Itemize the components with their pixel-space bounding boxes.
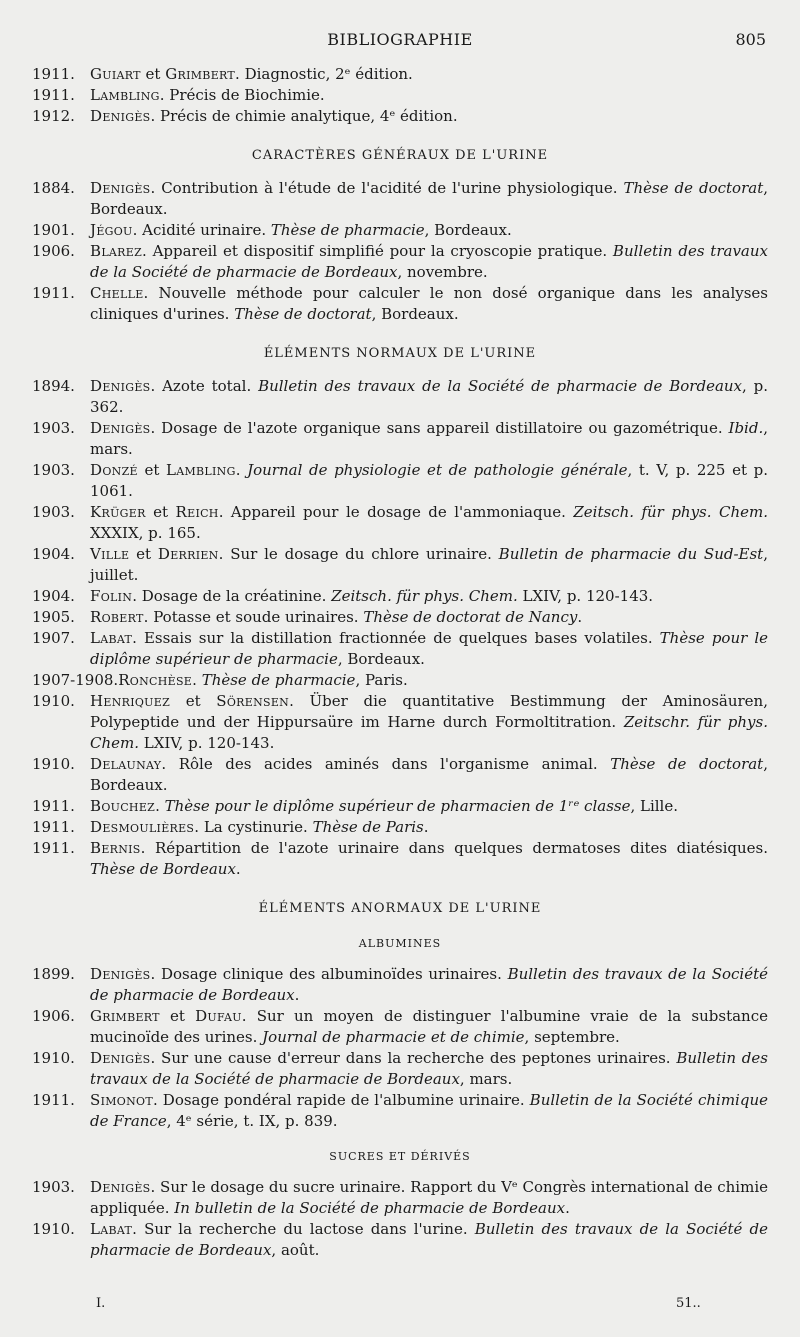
entry-text [90, 796, 768, 817]
author-name: Denigès [90, 419, 151, 437]
bib-entry [32, 460, 768, 502]
page-title: BIBLIOGRAPHIE [327, 30, 473, 49]
entry-text [90, 1219, 768, 1261]
author-name: Bouchez [90, 797, 156, 815]
entry-fragment: et [159, 1007, 196, 1025]
author-name: Denigès [90, 1049, 151, 1067]
author-name: Folin [90, 587, 133, 605]
publication-title: Bulletin des travaux de la Société de pharmacie de Bordeaux [90, 965, 769, 1004]
entry-fragment: et [137, 461, 166, 479]
bib-entry [32, 964, 768, 1006]
entry-year: 1884. [32, 179, 75, 197]
entry-text [90, 64, 768, 85]
entry-fragment: . Dosage de l'azote organique sans appareil distillatoire ou gazométrique. [150, 419, 729, 437]
entry-year: 1906. [32, 1007, 75, 1025]
publication-title: Thèse de doctorat de Nancy [363, 608, 578, 626]
entry-year: 1907. [32, 629, 75, 647]
author-name: Chelle [90, 284, 144, 302]
entry-text [90, 964, 768, 1006]
bib-entry [32, 607, 768, 628]
entry-fragment: . [235, 860, 241, 878]
publication-title: Bulletin de la Société chimique de France [90, 1091, 768, 1130]
entry-fragment: . Dosage de la créatinine. [132, 587, 332, 605]
author-name: Donzé [90, 461, 138, 479]
bib-entry [32, 1006, 768, 1048]
entry-year: 1904. [32, 587, 75, 605]
entry-year: 1912. [32, 107, 75, 125]
author-name: Denigès [90, 107, 151, 125]
entry-fragment: . [577, 608, 583, 626]
entry-text [90, 586, 768, 607]
entry-text [90, 283, 768, 325]
entry-fragment: , Bordeaux. [371, 305, 459, 323]
author-name: Delaunay [90, 755, 162, 773]
entry-fragment: . Précis de chimie analytique, 4ᵉ édition. [150, 107, 458, 125]
entry-fragment: . [155, 797, 165, 815]
entry-text [90, 241, 768, 283]
entry-fragment: . Précis de Biochimie. [159, 86, 325, 104]
entry-fragment: et [145, 503, 176, 521]
entry-fragment: . Über die quantitative Bestimmung der Aminosäuren, Polypeptide und der Hippursaüre im Harne durch Formoltitration. [90, 692, 768, 731]
publication-title: Thèse de doctorat [234, 305, 372, 323]
entry-fragment: . Rôle des acides aminés dans l'organisme animal. [161, 755, 611, 773]
publication-title: Thèse de Paris [312, 818, 424, 836]
bib-entry [32, 178, 768, 220]
entry-year: 1901. [32, 221, 75, 239]
publication-title: Bulletin des travaux de la Société de pharmacie de Bordeaux [90, 1049, 768, 1088]
entry-text [90, 691, 768, 754]
entry-fragment: . Appareil pour le dosage de l'ammoniaque. [218, 503, 574, 521]
entry-text [90, 1090, 768, 1132]
publication-title: Bulletin des travaux de la Société de pharmacie de Bordeaux [258, 377, 743, 395]
entry-fragment: et [140, 65, 166, 83]
bib-entry [32, 586, 768, 607]
entry-fragment: LXIV, p. 120-143. [139, 734, 275, 752]
entry-year: 1910. [32, 1049, 75, 1067]
bib-entry [32, 754, 768, 796]
author-name: Guiart [90, 65, 141, 83]
author-name: Denigès [90, 377, 151, 395]
entry-fragment: . Répartition de l'azote urinaire dans quelques dermatoses dites diatésiques. [140, 839, 768, 857]
publication-title: Ibid. [728, 419, 764, 437]
entry-fragment: . Contribution à l'étude de l'acidité de l'urine physiologique. [150, 179, 624, 197]
bib-entry [32, 85, 768, 106]
entry-fragment: . [294, 986, 300, 1004]
author-name: Bernis [90, 839, 141, 857]
author-name: Derrien [157, 545, 219, 563]
entry-year: 1903. [32, 503, 75, 521]
bib-entry [32, 502, 768, 544]
entry-fragment: . [565, 1199, 570, 1217]
author-name: Desmoulières [90, 818, 195, 836]
entry-text [90, 544, 768, 586]
entry-fragment: . Potasse et soude urinaires. [143, 608, 364, 626]
author-name: Labat [90, 629, 133, 647]
author-name: Simonot [90, 1091, 153, 1109]
author-name: Sörensen [216, 692, 290, 710]
entry-fragment: , Bordeaux. [424, 221, 512, 239]
entry-year: 1911. [32, 65, 75, 83]
entry-fragment: . Appareil et dispositif simplifié pour la cryoscopie pratique. [142, 242, 613, 260]
publication-title: Thèse de Bordeaux [90, 860, 236, 878]
publication-title: Thèse de pharmacie [270, 221, 425, 239]
bib-entry [32, 817, 768, 838]
author-name: Grimbert [90, 1007, 160, 1025]
bib-entry [32, 628, 768, 670]
bib-entry [32, 241, 768, 283]
entry-year: 1906. [32, 242, 75, 260]
bib-entry [32, 796, 768, 817]
entry-fragment: . Sur le dosage du chlore urinaire. [218, 545, 499, 563]
bib-entry [32, 220, 768, 241]
entry-fragment: , Bordeaux. [90, 755, 768, 794]
publication-title: Journal de pharmacie et de chimie [262, 1028, 525, 1046]
author-name: Ronchèse [118, 671, 193, 689]
entry-year: 1903. [32, 461, 75, 479]
author-name: Denigès [90, 179, 151, 197]
publication-title: Thèse de doctorat [623, 179, 764, 197]
running-head [0, 30, 800, 54]
author-name: Grimbert [165, 65, 236, 83]
entry-fragment: . [192, 671, 202, 689]
entry-fragment: . Sur un moyen de distinguer l'albumine vraie de la substance mucinoïde des urines. [90, 1007, 768, 1046]
entry-fragment: XXXIX, p. 165. [90, 524, 201, 542]
entry-fragment: . [235, 461, 248, 479]
entry-text [90, 1006, 768, 1048]
publication-title: In bulletin de la Société de pharmacie de Bordeaux [174, 1199, 566, 1217]
entry-fragment: . [423, 818, 429, 836]
publication-title: Zeitsch. für phys. Chem. [573, 503, 768, 521]
publication-title: Thèse pour le diplôme supérieur de pharmacien de 1ʳᵉ classe [164, 797, 631, 815]
entry-text [90, 1177, 768, 1219]
entry-text [90, 817, 768, 838]
entry-year: 1911. [32, 839, 75, 857]
author-name: Henriquez [90, 692, 171, 710]
entry-fragment: , t. V, p. 225 et p. 1061. [90, 461, 768, 500]
entry-fragment: , novembre. [397, 263, 488, 281]
bib-entry [32, 1048, 768, 1090]
entry-fragment: . Sur le dosage du sucre urinaire. Rapport du Vᵉ Congrès international de chimie appliquée. [90, 1178, 768, 1217]
entry-year: 1903. [32, 1178, 75, 1196]
entry-year: 1911. [32, 1091, 75, 1109]
author-name: Dufau [195, 1007, 242, 1025]
entry-fragment: , juillet. [90, 545, 768, 584]
section-heading: CARACTÈRES GÉNÉRAUX DE L'URINE [251, 148, 549, 163]
author-name: Labat [90, 1220, 133, 1238]
entry-fragment: , p. 362. [90, 377, 768, 416]
author-name: Robert [90, 608, 144, 626]
entry-text [90, 460, 768, 502]
entry-year: 1910. [32, 755, 75, 773]
entry-fragment: . Sur une cause d'erreur dans la recherche des peptones urinaires. [150, 1049, 677, 1067]
entry-year: 1911. [32, 284, 75, 302]
entry-year: 1910. [32, 1220, 75, 1238]
bib-entry [32, 544, 768, 586]
publication-title: Thèse de pharmacie [201, 671, 356, 689]
entry-fragment: . Acidité urinaire. [132, 221, 271, 239]
entry-fragment: . Essais sur la distillation fractionnée de quelques bases volatiles. [132, 629, 660, 647]
entry-fragment: . Diagnostic, 2ᵉ édition. [235, 65, 413, 83]
entry-year: 1911. [32, 86, 75, 104]
author-name: Lambling [90, 86, 160, 104]
bib-entry [32, 670, 768, 691]
author-name: Ville [90, 545, 130, 563]
publication-title: Bulletin de pharmacie du Sud-Est [498, 545, 764, 563]
section-heading: ÉLÉMENTS ANORMAUX DE L'URINE [258, 901, 542, 916]
entry-text [90, 178, 768, 220]
entry-fragment: , Lille. [630, 797, 679, 815]
author-name: Denigès [90, 1178, 151, 1196]
publication-title: Zeitschr. für phys. Chem. [90, 713, 768, 752]
entry-text [90, 376, 768, 418]
bib-entry [32, 283, 768, 325]
bib-entry [32, 1177, 768, 1219]
bib-entry [32, 691, 768, 754]
section-heading: ÉLÉMENTS NORMAUX DE L'URINE [263, 346, 537, 361]
entry-fragment: , Bordeaux. [337, 650, 425, 668]
author-name: Blarez [90, 242, 143, 260]
entry-fragment: et [170, 692, 217, 710]
page-footer [0, 1296, 800, 1316]
bib-entry [32, 106, 768, 127]
bib-entry [32, 64, 768, 85]
publication-title: Bulletin des travaux de la Société de pharmacie de Bordeaux [90, 242, 768, 281]
entry-fragment: , septembre. [524, 1028, 620, 1046]
publication-title: Bulletin des travaux de la Société de pharmacie de Bordeaux [90, 1220, 769, 1259]
entry-year: 1910. [32, 692, 75, 710]
bib-entry [32, 418, 768, 460]
subsection-heading: SUCRES ET DÉRIVÉS [329, 1150, 471, 1163]
entry-year: 1911. [32, 818, 75, 836]
entry-text [90, 220, 768, 241]
entry-text [90, 85, 768, 106]
publication-title: Zeitsch. für phys. Chem. [331, 587, 518, 605]
entry-text [90, 838, 768, 880]
entry-fragment: , Paris. [355, 671, 408, 689]
entry-text [90, 754, 768, 796]
signature-mark: I. [96, 1296, 106, 1311]
entry-fragment: , mars. [90, 419, 768, 458]
entry-year: 1894. [32, 377, 75, 395]
entry-year: 1904. [32, 545, 75, 563]
entry-fragment: . Nouvelle méthode pour calculer le non dosé organique dans les analyses cliniques d'urines. [90, 284, 768, 323]
author-name: Lambling [165, 461, 236, 479]
entry-fragment: , Bordeaux. [90, 179, 768, 218]
entry-fragment: , août. [271, 1241, 320, 1259]
publication-title: Journal de physiologie et de pathologie générale [247, 461, 628, 479]
author-name: Jégou [90, 221, 133, 239]
entry-text [90, 628, 768, 670]
entry-text [90, 106, 768, 127]
bibliography-body [32, 64, 768, 1261]
entry-fragment: . Dosage pondéral rapide de l'albumine urinaire. [152, 1091, 530, 1109]
entry-fragment: , 4ᵉ série, t. IX, p. 839. [166, 1112, 338, 1130]
publication-title: Thèse de doctorat [610, 755, 764, 773]
bib-entry [32, 838, 768, 880]
author-name: Krüger [90, 503, 146, 521]
entry-text [90, 418, 768, 460]
entry-text [90, 1048, 768, 1090]
publication-title: Thèse pour le diplôme supérieur de pharmacie [90, 629, 768, 668]
sheet-number: 51.. [676, 1296, 701, 1311]
author-name: Reich [175, 503, 219, 521]
entry-fragment: LXIV, p. 120-143. [517, 587, 654, 605]
subsection-heading: ALBUMINES [358, 937, 442, 950]
entry-fragment: et [129, 545, 158, 563]
bib-entry [32, 1219, 768, 1261]
entry-text [90, 607, 768, 628]
entry-fragment: . Sur la recherche du lactose dans l'urine. [132, 1220, 475, 1238]
entry-year: 1907-1908. [32, 671, 119, 689]
entry-year: 1911. [32, 797, 75, 815]
entry-year: 1903. [32, 419, 75, 437]
entry-fragment: . Azote total. [150, 377, 259, 395]
entry-text [90, 502, 768, 544]
bib-entry [32, 1090, 768, 1132]
entry-year: 1899. [32, 965, 75, 983]
entry-text [118, 670, 768, 691]
page-number: 805 [735, 30, 766, 49]
entry-fragment: . La cystinurie. [194, 818, 313, 836]
entry-fragment: , mars. [459, 1070, 513, 1088]
entry-year: 1905. [32, 608, 75, 626]
author-name: Denigès [90, 965, 151, 983]
entry-fragment: . Dosage clinique des albuminoïdes urinaires. [150, 965, 508, 983]
bib-entry [32, 376, 768, 418]
